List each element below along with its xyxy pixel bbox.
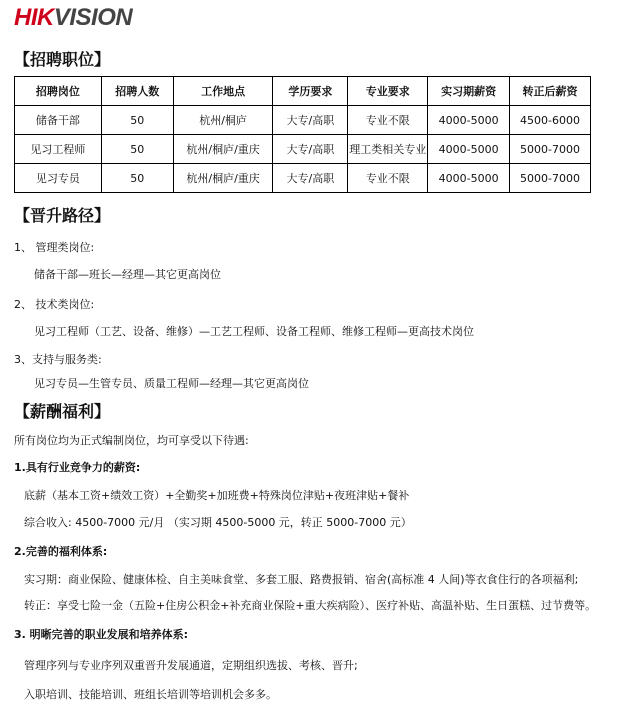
table-cell: 专业不限 bbox=[348, 164, 428, 193]
table-cell: 4500-6000 bbox=[510, 106, 591, 135]
promotion-heading-2: 2、 技术类岗位: bbox=[14, 298, 95, 311]
header-cell: 工作地点 bbox=[173, 77, 273, 106]
benefits-intro: 所有岗位均为正式编制岗位，均可享受以下待遇: bbox=[14, 434, 249, 447]
table-cell: 杭州/桐庐/重庆 bbox=[173, 135, 273, 164]
table-row bbox=[15, 135, 591, 164]
table-cell: 5000-7000 bbox=[510, 164, 591, 193]
table-row bbox=[15, 106, 591, 135]
logo-vision: VISION bbox=[53, 4, 133, 31]
header-cell: 实习期薪资 bbox=[428, 77, 510, 106]
logo-hik: HIK bbox=[14, 4, 54, 31]
table-cell: 杭州/桐庐/重庆 bbox=[173, 164, 273, 193]
promotion-path-2: 见习工程师（工艺、设备、维修）—工艺工程师、设备工程师、维修工程师—更高技术岗位 bbox=[34, 325, 474, 338]
benefits-s1-line1: 底薪（基本工资+绩效工资）+全勤奖+加班费+特殊岗位津贴+夜班津贴+餐补 bbox=[24, 489, 410, 502]
table-cell: 4000-5000 bbox=[428, 106, 510, 135]
hikvision-logo bbox=[14, 4, 132, 32]
table-cell: 见习专员 bbox=[15, 164, 102, 193]
promotion-title: 【晋升路径】 bbox=[14, 206, 111, 225]
table-cell: 理工类相关专业 bbox=[348, 135, 428, 164]
table-cell: 50 bbox=[101, 164, 173, 193]
table-cell: 杭州/桐庐 bbox=[173, 106, 273, 135]
table-cell: 50 bbox=[101, 135, 173, 164]
table-row bbox=[15, 164, 591, 193]
promotion-heading-3: 3、支持与服务类: bbox=[14, 353, 102, 366]
jobs-table bbox=[14, 76, 591, 193]
header-cell: 转正后薪资 bbox=[510, 77, 591, 106]
table-cell: 大专/高职 bbox=[273, 164, 348, 193]
table-cell: 大专/高职 bbox=[273, 135, 348, 164]
header-cell: 学历要求 bbox=[273, 77, 348, 106]
table-cell: 50 bbox=[101, 106, 173, 135]
table-cell: 大专/高职 bbox=[273, 106, 348, 135]
benefits-s2-line1: 实习期：商业保险、健康体检、自主美味食堂、多套工服、路费报销、宿舍(高标准 4 人间)等衣食住行的各项福利; bbox=[24, 573, 579, 586]
table-cell: 4000-5000 bbox=[428, 135, 510, 164]
header-cell: 招聘岗位 bbox=[15, 77, 102, 106]
table-cell: 5000-7000 bbox=[510, 135, 591, 164]
table-cell: 储备干部 bbox=[15, 106, 102, 135]
table-header-row bbox=[15, 77, 591, 106]
header-cell: 招聘人数 bbox=[101, 77, 173, 106]
recruit-title: 【招聘职位】 bbox=[14, 50, 111, 69]
benefits-s3-line1: 管理序列与专业序列双重晋升发展通道，定期组织选拔、考核、晋升; bbox=[24, 659, 358, 672]
promotion-heading-1: 1、 管理类岗位: bbox=[14, 241, 95, 254]
benefits-s1-heading: 1.具有行业竞争力的薪资: bbox=[14, 461, 141, 474]
benefits-s1-line2: 综合收入: 4500-7000 元/月 （实习期 4500-5000 元，转正 5000-7000 元） bbox=[24, 516, 412, 529]
benefits-s2-line2: 转正：享受七险一金（五险+住房公积金+补充商业保险+重大疾病险）、医疗补贴、高温补贴、生日蛋糕、过节费等。 bbox=[24, 599, 597, 612]
benefits-s3-heading: 3. 明晰完善的职业发展和培养体系: bbox=[14, 628, 189, 641]
benefits-title: 【薪酬福利】 bbox=[14, 402, 111, 421]
table-cell: 4000-5000 bbox=[428, 164, 510, 193]
table-cell: 见习工程师 bbox=[15, 135, 102, 164]
promotion-path-1: 储备干部—班长—经理—其它更高岗位 bbox=[34, 268, 221, 281]
header-cell: 专业要求 bbox=[348, 77, 428, 106]
benefits-s2-heading: 2.完善的福利体系: bbox=[14, 545, 108, 558]
table-cell: 专业不限 bbox=[348, 106, 428, 135]
promotion-path-3: 见习专员—生管专员、质量工程师—经理—其它更高岗位 bbox=[34, 377, 309, 390]
benefits-s3-line2: 入职培训、技能培训、班组长培训等培训机会多多。 bbox=[24, 688, 277, 701]
